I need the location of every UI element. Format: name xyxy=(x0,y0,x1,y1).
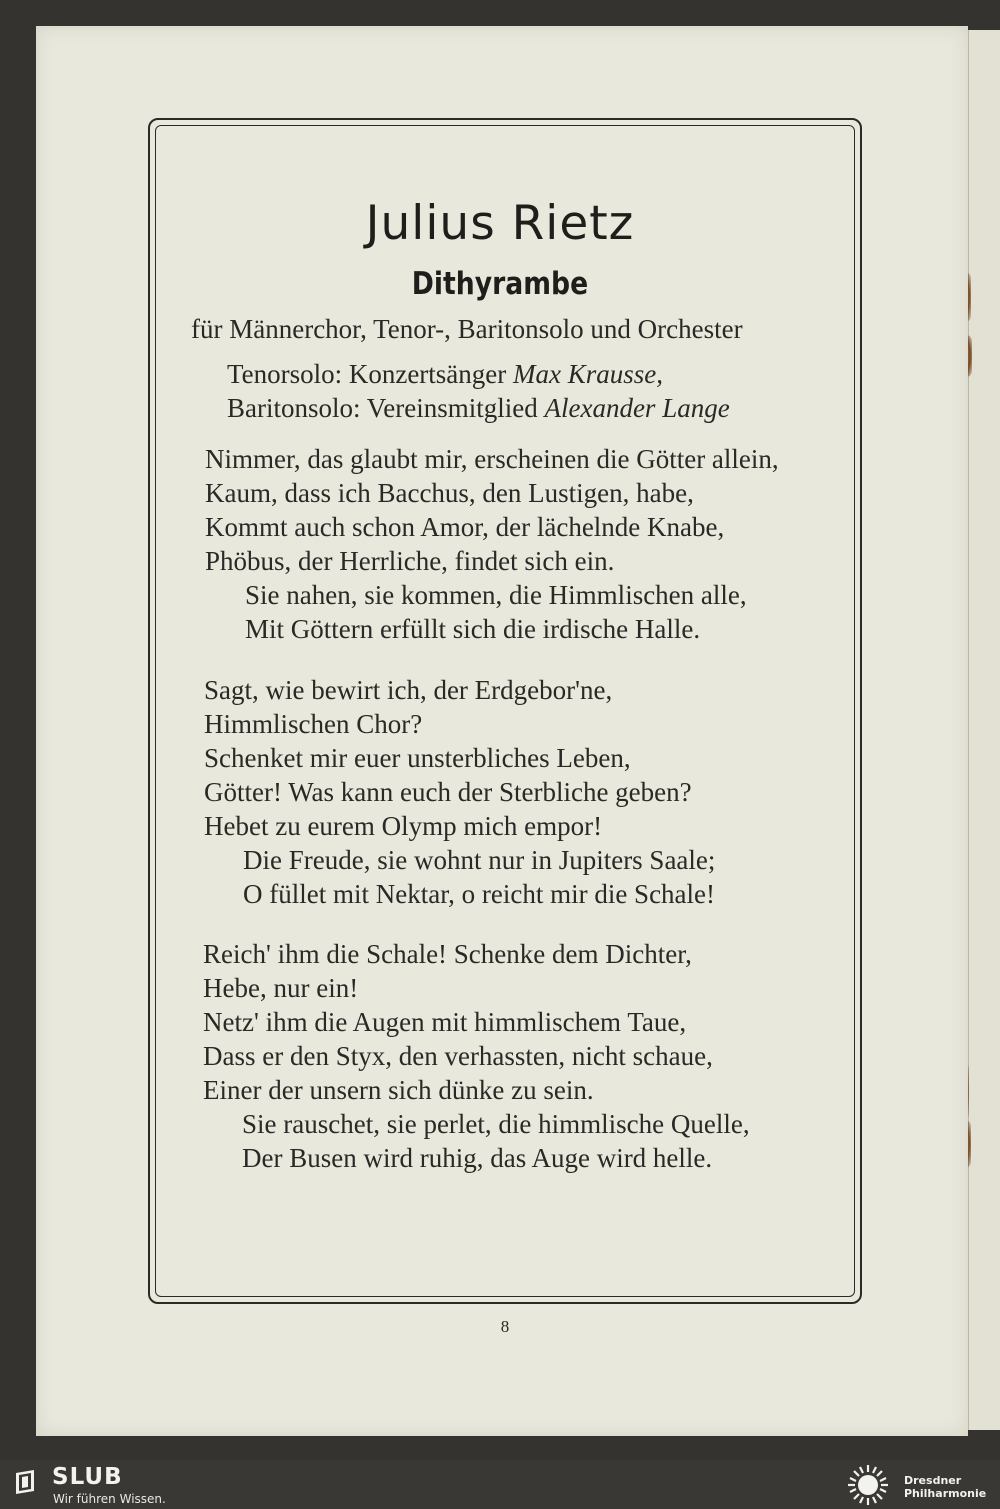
verse-line: Dass er den Styx, den verhassten, nicht schaue, xyxy=(203,1041,713,1071)
soloist-name: Max Krausse, xyxy=(513,359,664,389)
soloist-description: Konzertsänger xyxy=(348,359,507,389)
refrain-line: O füllet mit Nektar, o reicht mir die Schale! xyxy=(243,879,716,909)
verse-line: Hebe, nur ein! xyxy=(203,973,359,1003)
slub-logo-icon xyxy=(14,1469,36,1495)
verse-line: Einer der unsern sich dünke zu sein. xyxy=(203,1075,594,1105)
verse-line: Hebet zu eurem Olymp mich empor! xyxy=(204,811,603,841)
soloist-role: Tenorsolo: xyxy=(227,359,343,389)
verse-line: Reich' ihm die Schale! Schenke dem Dichter, xyxy=(203,939,692,969)
work-subtitle: für Männerchor, Tenor-, Baritonsolo und Orchester xyxy=(191,314,743,344)
composer-name: Julius Rietz xyxy=(365,196,635,251)
verse-line: Phöbus, der Herrliche, findet sich ein. xyxy=(205,546,615,576)
viewer-footer-bar xyxy=(0,1460,1000,1509)
refrain-line: Sie rauschet, sie perlet, die himmlische Quelle, xyxy=(242,1109,750,1139)
verse-line: Himmlischen Chor? xyxy=(204,709,423,739)
partner-name[interactable] xyxy=(904,1474,986,1500)
library-tagline: Wir führen Wissen. xyxy=(53,1492,166,1506)
page-number: 8 xyxy=(500,1317,510,1336)
soloist-name: Alexander Lange xyxy=(544,393,730,423)
partner-name-line1: Dresdner xyxy=(904,1474,962,1487)
soloist-baritone xyxy=(227,393,730,424)
work-title: Dithyrambe xyxy=(411,266,589,302)
refrain-line: Sie nahen, sie kommen, die Himmlischen alle, xyxy=(245,580,747,610)
verse-line: Kommt auch schon Amor, der lächelnde Knabe, xyxy=(205,512,725,542)
verse-line: Nimmer, das glaubt mir, erscheinen die Götter allein, xyxy=(205,444,779,474)
verse-line: Schenket mir euer unsterbliches Leben, xyxy=(204,743,631,773)
partner-name-line2: Philharmonie xyxy=(904,1487,987,1500)
soloist-tenor xyxy=(227,359,663,390)
verse-line: Netz' ihm die Augen mit himmlischem Taue, xyxy=(203,1007,687,1037)
refrain-line: Der Busen wird ruhig, das Auge wird helle. xyxy=(242,1143,713,1173)
library-name[interactable]: SLUB xyxy=(52,1464,123,1490)
dresdner-philharmonie-logo-icon[interactable] xyxy=(842,1463,894,1507)
soloist-role: Baritonsolo: xyxy=(227,393,361,423)
refrain-line: Mit Göttern erfüllt sich die irdische Halle. xyxy=(245,614,701,644)
refrain-line: Die Freude, sie wohnt nur in Jupiters Saale; xyxy=(243,845,716,875)
verse-line: Kaum, dass ich Bacchus, den Lustigen, habe, xyxy=(205,478,694,508)
soloist-description: Vereinsmitglied xyxy=(366,393,538,423)
verse-line: Sagt, wie bewirt ich, der Erdgebor'ne, xyxy=(204,675,613,705)
verse-line: Götter! Was kann euch der Sterbliche geben? xyxy=(204,777,692,807)
